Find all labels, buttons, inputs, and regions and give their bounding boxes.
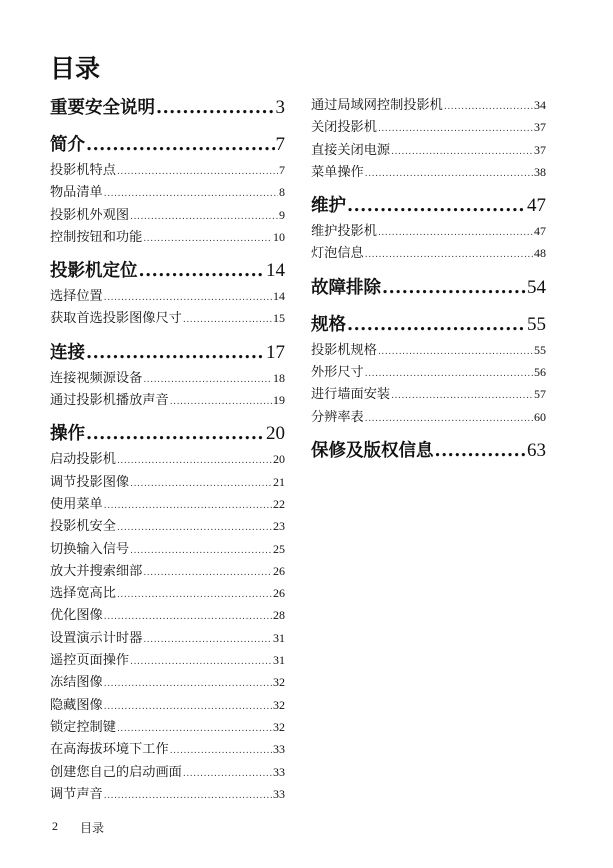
toc-entry-label: 保修及版权信息 xyxy=(311,440,434,461)
toc-entry-page-number: 34 xyxy=(534,98,546,112)
toc-entry[interactable] xyxy=(50,181,285,203)
toc-entry-label: 通过投影机播放声音 xyxy=(50,393,169,409)
toc-entry-label: 维护投影机 xyxy=(311,224,377,240)
page-footer xyxy=(52,819,104,836)
toc-entry[interactable] xyxy=(50,367,285,389)
toc-entry-label: 获取首选投影图像尺寸 xyxy=(50,311,182,327)
toc-entry[interactable] xyxy=(50,649,285,671)
toc-entry-label: 菜单操作 xyxy=(311,164,364,180)
toc-entry-label: 锁定控制键 xyxy=(50,719,116,735)
toc-entry-label: 简介 xyxy=(50,135,85,155)
toc-entry-page-number: 48 xyxy=(534,246,546,261)
toc-entry-page-number: 32 xyxy=(273,675,285,690)
toc-entry[interactable] xyxy=(50,448,285,470)
toc-entry-label: 通过局域网控制投影机 xyxy=(311,98,443,113)
toc-entry-label: 分辨率表 xyxy=(311,409,364,425)
dot-leader xyxy=(104,612,272,622)
toc-entry[interactable] xyxy=(311,339,546,361)
dot-leader xyxy=(378,228,533,238)
toc-entry-page-number: 9 xyxy=(279,207,285,222)
toc-entry-label: 操作 xyxy=(50,424,85,445)
toc-entry[interactable] xyxy=(50,604,285,626)
dot-leader xyxy=(117,167,278,177)
toc-entry-label: 调节声音 xyxy=(50,786,103,802)
dot-leader xyxy=(347,315,526,335)
toc-entry[interactable] xyxy=(50,716,285,738)
toc-section-entry[interactable] xyxy=(311,311,546,339)
toc-entry-page-number: 17 xyxy=(266,341,285,363)
toc-left-column xyxy=(50,94,285,805)
toc-entry[interactable] xyxy=(50,204,285,226)
dot-leader xyxy=(143,635,272,645)
dot-leader xyxy=(183,315,272,325)
dot-leader xyxy=(86,135,275,155)
toc-entry-page-number: 55 xyxy=(534,342,546,357)
toc-entry[interactable] xyxy=(311,116,546,138)
dot-leader xyxy=(391,147,533,157)
toc-entry[interactable] xyxy=(311,361,546,383)
dot-leader xyxy=(382,278,526,298)
toc-entry-label: 调节投影图像 xyxy=(50,474,130,490)
toc-entry-page-number: 33 xyxy=(273,764,285,779)
toc-entry-label: 进行墙面安装 xyxy=(311,387,391,403)
toc-entry-page-number: 31 xyxy=(273,653,285,668)
dot-leader xyxy=(130,657,272,667)
dot-leader xyxy=(435,441,527,461)
toc-entry-label: 创建您自己的启动画面 xyxy=(50,764,182,780)
toc-entry-page-number: 18 xyxy=(273,370,285,385)
toc-entry-label: 外形尺寸 xyxy=(311,365,364,381)
toc-entry[interactable] xyxy=(50,671,285,693)
toc-entry-label: 连接 xyxy=(50,342,85,363)
toc-section-entry[interactable] xyxy=(311,274,546,302)
toc-entry-page-number: 55 xyxy=(527,313,546,335)
toc-entry[interactable] xyxy=(50,582,285,604)
toc-entry-page-number: 19 xyxy=(273,393,285,408)
toc-entry-page-number: 3 xyxy=(275,97,285,118)
toc-entry[interactable] xyxy=(50,493,285,515)
page-title: 目录 xyxy=(50,54,101,83)
toc-entry-label: 设置演示计时器 xyxy=(50,630,143,646)
toc-entry[interactable] xyxy=(311,139,546,161)
toc-entry-page-number: 47 xyxy=(527,195,546,217)
toc-entry[interactable] xyxy=(311,242,546,264)
toc-entry-page-number: 32 xyxy=(273,719,285,734)
toc-entry[interactable] xyxy=(311,161,546,183)
toc-section-entry[interactable] xyxy=(50,339,285,367)
toc-entry-label: 隐藏图像 xyxy=(50,697,103,713)
dot-leader xyxy=(347,196,526,216)
toc-entry-page-number: 33 xyxy=(273,742,285,757)
toc-entry-page-number: 32 xyxy=(273,697,285,712)
dot-leader xyxy=(130,546,272,556)
toc-entry-page-number: 57 xyxy=(534,387,546,402)
toc-entry-page-number: 20 xyxy=(273,452,285,467)
dot-leader xyxy=(365,250,533,260)
toc-entry-page-number: 47 xyxy=(534,224,546,239)
toc-entry-page-number: 7 xyxy=(279,163,285,177)
toc-entry-label: 控制按钮和功能 xyxy=(50,229,143,245)
toc-entry-page-number: 14 xyxy=(266,260,285,282)
toc-entry[interactable] xyxy=(50,783,285,805)
toc-entry-label: 切换输入信号 xyxy=(50,541,130,557)
toc-entry-label: 投影机安全 xyxy=(50,519,116,535)
toc-entry[interactable] xyxy=(50,538,285,560)
dot-leader xyxy=(391,391,533,401)
toc-entry-page-number: 21 xyxy=(273,474,285,489)
toc-entry-label: 投影机外观图 xyxy=(50,207,130,223)
toc-entry-page-number: 15 xyxy=(273,311,285,326)
dot-leader xyxy=(143,234,272,244)
dot-leader xyxy=(104,679,272,689)
toc-entry[interactable] xyxy=(311,94,546,116)
toc-entry[interactable] xyxy=(50,515,285,537)
toc-right-column xyxy=(311,94,546,465)
toc-entry-label: 灯泡信息 xyxy=(311,246,364,262)
dot-leader xyxy=(365,369,533,379)
toc-entry[interactable] xyxy=(50,738,285,760)
toc-entry[interactable] xyxy=(50,389,285,411)
toc-entry-page-number: 26 xyxy=(273,586,285,601)
toc-section-entry[interactable] xyxy=(50,420,285,448)
dot-leader xyxy=(170,746,272,756)
dot-leader xyxy=(139,261,266,281)
toc-entry[interactable] xyxy=(50,307,285,329)
dot-leader xyxy=(378,347,533,357)
toc-entry-label: 直接关闭电源 xyxy=(311,142,391,158)
dot-leader xyxy=(117,590,272,600)
toc-entry[interactable] xyxy=(50,159,285,181)
toc-section-entry[interactable] xyxy=(311,437,546,465)
toc-entry-page-number: 38 xyxy=(534,164,546,179)
dot-leader xyxy=(86,343,265,363)
dot-leader xyxy=(156,98,275,118)
dot-leader xyxy=(104,189,278,199)
dot-leader xyxy=(378,124,533,134)
toc-entry[interactable] xyxy=(50,285,285,307)
toc-entry-label: 冻结图像 xyxy=(50,675,103,691)
dot-leader xyxy=(130,212,278,222)
dot-leader xyxy=(365,414,533,424)
toc-entry[interactable] xyxy=(50,627,285,649)
toc-entry-label: 连接视频源设备 xyxy=(50,370,143,386)
toc-entry-label: 重要安全说明 xyxy=(50,98,155,118)
dot-leader xyxy=(104,501,272,511)
dot-leader xyxy=(117,456,272,466)
toc-section-entry[interactable] xyxy=(311,192,546,220)
toc-entry-label: 启动投影机 xyxy=(50,452,116,468)
footer-label: 目录 xyxy=(80,821,105,835)
toc-entry-label: 放大并搜索细部 xyxy=(50,563,143,579)
toc-entry-label: 物品清单 xyxy=(50,185,103,201)
toc-entry-label: 维护 xyxy=(311,196,346,217)
toc-entry[interactable] xyxy=(50,761,285,783)
toc-entry-page-number: 60 xyxy=(534,409,546,424)
dot-leader xyxy=(104,702,272,712)
toc-entry-page-number: 33 xyxy=(273,786,285,801)
dot-leader xyxy=(143,568,272,578)
toc-entry-page-number: 28 xyxy=(273,608,285,623)
toc-entry-page-number: 56 xyxy=(534,365,546,380)
toc-entry[interactable] xyxy=(50,694,285,716)
toc-entry-label: 投影机规格 xyxy=(311,342,377,358)
toc-entry-label: 选择位置 xyxy=(50,289,103,305)
toc-entry-label: 使用菜单 xyxy=(50,496,103,512)
dot-leader xyxy=(104,791,272,801)
toc-entry-page-number: 7 xyxy=(275,134,285,155)
toc-entry[interactable] xyxy=(50,560,285,582)
footer-page-number: 2 xyxy=(52,819,58,833)
toc-entry-page-number: 26 xyxy=(273,563,285,578)
toc-entry-page-number: 23 xyxy=(273,519,285,534)
dot-leader xyxy=(365,169,533,179)
toc-section-entry[interactable] xyxy=(50,94,285,122)
dot-leader xyxy=(104,293,272,303)
toc-entry-page-number: 63 xyxy=(527,439,546,461)
toc-entry-page-number: 14 xyxy=(273,289,285,304)
toc-entry-page-number: 37 xyxy=(534,142,546,157)
toc-entry[interactable] xyxy=(50,226,285,248)
toc-entry-page-number: 20 xyxy=(266,423,285,445)
toc-entry-label: 规格 xyxy=(311,314,346,335)
toc-entry-page-number: 8 xyxy=(279,185,285,200)
toc-entry-label: 关闭投影机 xyxy=(311,120,377,136)
toc-entry-label: 优化图像 xyxy=(50,608,103,624)
dot-leader xyxy=(117,523,272,533)
toc-entry-page-number: 54 xyxy=(527,276,546,298)
dot-leader xyxy=(183,769,272,779)
toc-entry-label: 投影机特点 xyxy=(50,163,116,178)
toc-section-entry[interactable] xyxy=(50,131,285,159)
toc-entry[interactable] xyxy=(311,383,546,405)
toc-entry-label: 在高海拔环境下工作 xyxy=(50,742,169,758)
toc-entry-page-number: 31 xyxy=(273,630,285,645)
dot-leader xyxy=(170,397,272,407)
toc-entry[interactable] xyxy=(311,406,546,428)
toc-entry-label: 投影机定位 xyxy=(50,261,138,282)
dot-leader xyxy=(143,375,272,385)
toc-section-entry[interactable] xyxy=(50,257,285,285)
toc-entry-label: 选择宽高比 xyxy=(50,586,116,602)
dot-leader xyxy=(130,479,272,489)
toc-entry[interactable] xyxy=(50,471,285,493)
toc-entry-label: 遥控页面操作 xyxy=(50,653,130,669)
toc-entry-page-number: 22 xyxy=(273,496,285,511)
toc-entry-page-number: 25 xyxy=(273,541,285,556)
toc-entry-page-number: 37 xyxy=(534,120,546,135)
toc-entry-label: 故障排除 xyxy=(311,277,381,298)
toc-entry[interactable] xyxy=(311,220,546,242)
dot-leader xyxy=(117,724,272,734)
dot-leader xyxy=(444,102,533,112)
dot-leader xyxy=(86,424,265,444)
toc-entry-page-number: 10 xyxy=(273,229,285,244)
